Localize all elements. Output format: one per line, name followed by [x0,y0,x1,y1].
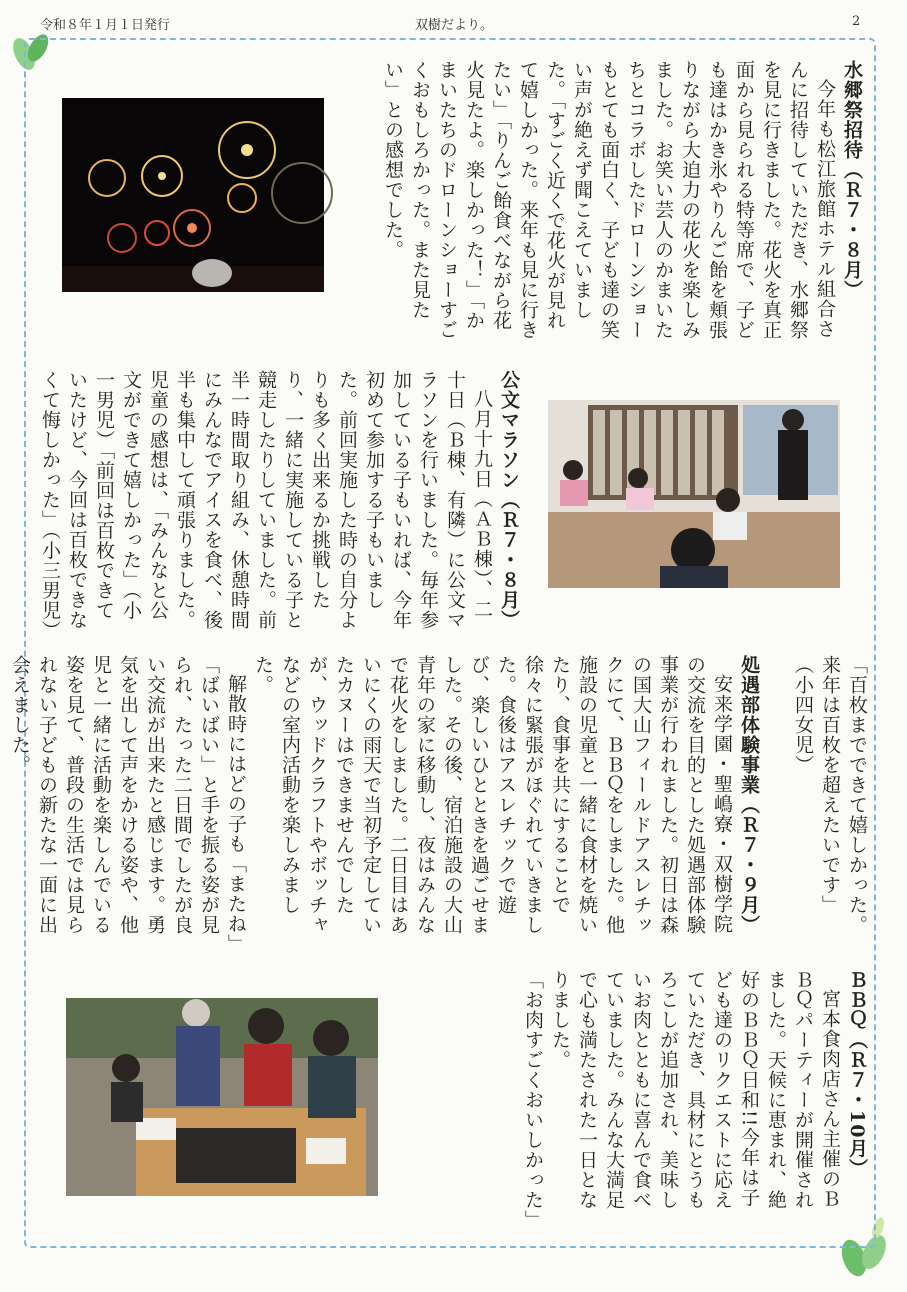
section-bbq [400,970,870,1230]
section-body: 八月十九日（ＡＢ棟）、二十日（Ｂ棟、有隣）に公文マラソンを行いました。毎年参加している子もいれば、今年初めて参加する子もいました。前回実施した時の自分よりも多く出来るか挑戦したり、一緒に実施している子と競走したりしていました。前半一時間取り組み、休憩時間にみんなでアイスを食べ、後半も集中して頑張りました。児童の感想は、「みんなと公文ができて嬉しかった」（小一男児）「前回は百枚できていたけど、今回は百枚できなくて悔しかった」（小三男児） [39,370,493,641]
section-heading: 公文マラソン（Ｒ７・８月） [498,370,520,630]
section-heading: 処遇部体験事業（Ｒ７・９月） [738,655,760,935]
section-heading: 水郷祭招待（Ｒ７・８月） [841,60,863,300]
section-body: 今年も松江旅館ホテル組合さんに招待していただき、水郷祭を見に行きました。花火を真正面から見られる特等席で、子ども達はかき氷やりんご飴を頬張りながら大迫力の花火を楽しみました。お笑い芸人のかまいたちとコラボしたドローンショーもとても面白く、子ども達の笑い声が絶えず聞こえていました。「すごく近くで花火が見れて嬉しかった。来年も見に行きたい」「りんご飴食べながら花火見たよ。楽しかった！」「かまいたちのドローンショーすごくおもしろかった。また見たい」との感想でした。 [382,60,836,340]
section-heading: ＢＢＱ（Ｒ７・10月） [846,970,868,1179]
issue-date: 令和８年１月１日発行 [40,18,171,33]
fireworks-photo [62,98,324,292]
bbq-quote: 「お肉すごくおいしかった」 [522,970,544,1230]
section-shogu [9,655,870,945]
kumon-photo [548,400,840,588]
section-body: 解散時にはどの子も「またね」「ばいばい」と手を振る姿が見られ、たった二日間でしたが良い交流が出来たと感じます。勇気を出して声をかける姿や、他児と一緒に活動を楽しんでいる姿を見て、普段の生活では見られない子どもの新たな一面に出会えました。 [9,655,247,945]
kumon-tail: 「百枚までできて嬉しかった。来年は百枚を超えたいです」（小四女児） [792,655,868,935]
bbq-photo [66,998,378,1196]
section-suigo [350,60,865,340]
newsletter-title: 双樹だより。 [415,18,494,33]
page-number: 2 [852,14,861,29]
section-kumon [39,370,522,641]
section-body: 安来学園・聖嶋寮・双樹学院の交流を目的とした処遇部体験事業が行われました。初日は森の国大山フィールドアスレチックにて、ＢＢＱをしました。他施設の児童と一緒に食材を焼いたり、食事を共にすることで徐々に緊張がほぐれていきました。食後はアスレチックで遊び、楽しいひとときを過ごせました。その後、宿泊施設の大山青年の家に移動し、夜はみんなで花火をしました。二日目はあいにくの雨天で当初予定していたカヌーはできませんでしたが、ウッドクラフトやボッチャなどの室内活動を楽しみました。 [252,655,733,935]
section-body: 宮本食肉店さん主催のＢＢＱパーティーが開催されました。天候に恵まれ、絶好のＢＢＱ日和!!今年は子ども達のリクエストに応えていただき、具材にとうもろこしが追加され、美味しいお肉とともに喜んで食べていました。みんな大満足で心も満たされた一日となりました。 [549,970,841,1210]
